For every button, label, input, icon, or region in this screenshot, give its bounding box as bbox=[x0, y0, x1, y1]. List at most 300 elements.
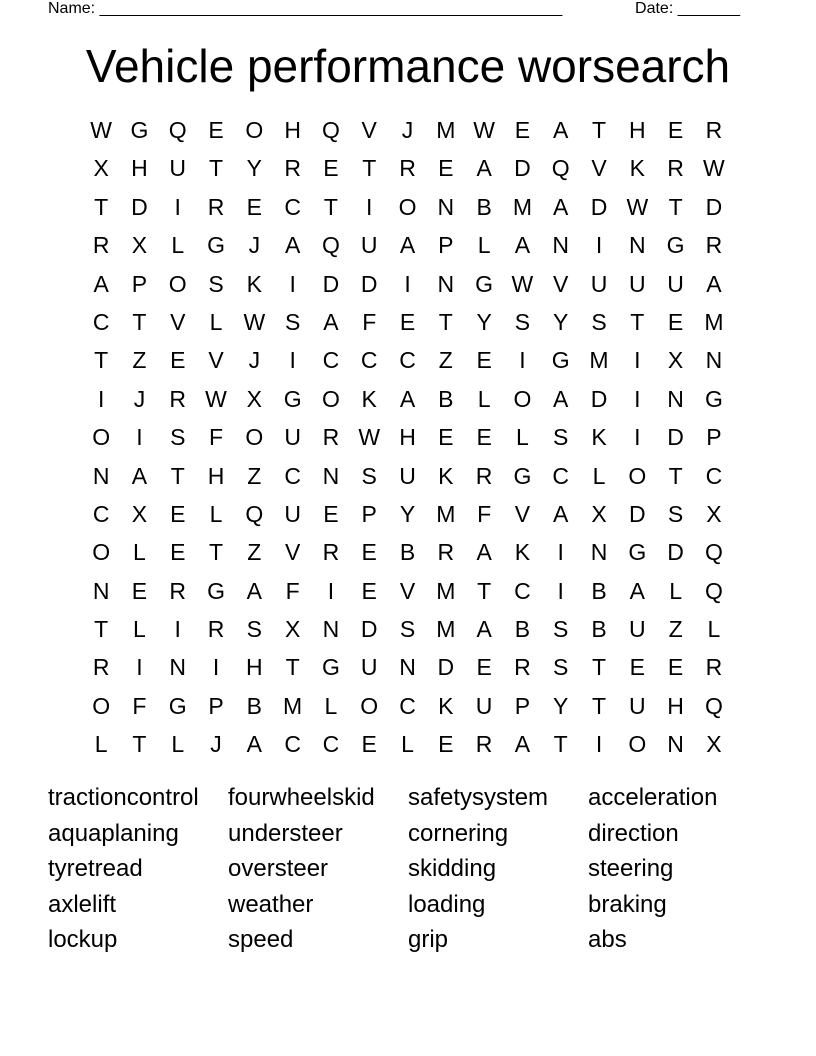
grid-cell: D bbox=[437, 654, 455, 681]
grid-cell: I bbox=[634, 385, 641, 412]
grid-cell: C bbox=[705, 462, 723, 489]
grid-cell: G bbox=[130, 117, 149, 143]
grid-cell: L bbox=[707, 616, 721, 643]
grid-cell: O bbox=[513, 385, 532, 412]
grid-cell: M bbox=[512, 193, 532, 220]
grid-cell: Q bbox=[321, 117, 340, 143]
grid-cell: P bbox=[706, 424, 722, 451]
grid-cell: L bbox=[209, 308, 223, 335]
page-title: Vehicle performance worsearch bbox=[85, 40, 731, 92]
grid-cell: O bbox=[245, 117, 264, 143]
grid-cell: U bbox=[628, 270, 646, 297]
grid-cell: N bbox=[552, 232, 570, 259]
grid-cell: H bbox=[667, 692, 684, 719]
grid-row bbox=[82, 610, 733, 648]
grid-cell: U bbox=[284, 424, 301, 451]
grid-cell: U bbox=[169, 155, 187, 182]
grid-cell: R bbox=[705, 232, 723, 259]
grid-cell: T bbox=[209, 539, 224, 566]
grid-cell: I bbox=[519, 347, 526, 374]
grid-cell: D bbox=[360, 270, 378, 297]
word-list-item: grip bbox=[408, 926, 449, 954]
grid-cell: I bbox=[634, 347, 641, 374]
grid-cell: I bbox=[595, 731, 603, 758]
grid-cell: K bbox=[629, 155, 645, 182]
grid-cell: R bbox=[322, 424, 340, 451]
grid-cell: W bbox=[243, 308, 266, 335]
grid-cell: J bbox=[248, 347, 261, 374]
grid-cell: R bbox=[92, 232, 110, 259]
grid-cell: M bbox=[589, 347, 609, 374]
grid-cell: P bbox=[131, 270, 148, 297]
grid-cell: D bbox=[322, 270, 340, 297]
grid-cell: I bbox=[327, 577, 335, 604]
grid-cell: U bbox=[590, 270, 608, 297]
grid-row bbox=[82, 648, 733, 686]
grid-cell: I bbox=[289, 270, 296, 297]
grid-cell: Y bbox=[246, 155, 262, 182]
grid-cell: T bbox=[477, 577, 492, 604]
grid-cell: I bbox=[557, 539, 564, 566]
word-list-item: cornering bbox=[408, 819, 509, 847]
grid-cell: S bbox=[399, 616, 416, 643]
grid-cell: I bbox=[174, 193, 181, 220]
word-list-item: weather bbox=[228, 890, 314, 918]
grid-cell: A bbox=[399, 385, 416, 412]
grid-cell: W bbox=[90, 117, 112, 143]
grid-cell: Z bbox=[438, 347, 453, 374]
grid-cell: N bbox=[322, 616, 340, 643]
grid-cell: F bbox=[477, 500, 492, 527]
grid-cell: I bbox=[174, 616, 181, 643]
grid-cell: K bbox=[361, 385, 377, 412]
grid-cell: G bbox=[207, 232, 225, 259]
grid-cell: F bbox=[132, 692, 147, 719]
grid-cell: E bbox=[438, 424, 454, 451]
grid-cell: S bbox=[170, 424, 186, 451]
grid-cell: T bbox=[591, 117, 607, 143]
grid-cell: O bbox=[321, 385, 340, 412]
grid-cell: C bbox=[322, 347, 340, 374]
grid-cell: E bbox=[170, 539, 186, 566]
grid-cell: S bbox=[667, 500, 684, 527]
grid-cell: I bbox=[557, 577, 564, 604]
grid-cell: G bbox=[207, 577, 225, 604]
grid-cell: E bbox=[399, 308, 416, 335]
grid-cell: R bbox=[475, 731, 493, 758]
grid-cell: L bbox=[516, 424, 529, 451]
grid-cell: E bbox=[170, 500, 186, 527]
grid-cell: Z bbox=[247, 539, 262, 566]
grid-cell: N bbox=[437, 270, 455, 297]
grid-cell: X bbox=[246, 385, 262, 412]
grid-cell: C bbox=[322, 731, 340, 758]
grid-cell: N bbox=[399, 654, 416, 681]
grid-cell: I bbox=[136, 654, 143, 681]
grid-cell: A bbox=[399, 232, 416, 259]
grid-cell: T bbox=[668, 462, 683, 489]
grid-cell: R bbox=[514, 654, 531, 681]
grid-cell: E bbox=[323, 155, 339, 182]
grid-row bbox=[82, 303, 733, 341]
grid-cell: S bbox=[553, 424, 569, 451]
grid-row bbox=[82, 226, 733, 264]
grid-cell: Q bbox=[168, 117, 187, 143]
grid-cell: E bbox=[438, 731, 454, 758]
grid-cell: B bbox=[591, 577, 607, 604]
grid-cell: S bbox=[361, 462, 377, 489]
grid-cell: Y bbox=[553, 692, 569, 719]
grid-cell: V bbox=[553, 270, 569, 297]
grid-cell: V bbox=[514, 500, 531, 527]
grid-cell: R bbox=[169, 577, 187, 604]
grid-cell: N bbox=[667, 731, 684, 758]
word-list-item: speed bbox=[228, 926, 294, 954]
grid-cell: I bbox=[595, 232, 603, 259]
grid-cell: W bbox=[205, 385, 227, 412]
grid-cell: S bbox=[553, 616, 569, 643]
name-field-label: Name: ____________________________________________________ bbox=[48, 0, 563, 17]
grid-cell: T bbox=[94, 347, 109, 374]
grid-cell: D bbox=[667, 424, 684, 451]
grid-cell: R bbox=[92, 654, 110, 681]
grid-cell: V bbox=[399, 577, 416, 604]
grid-cell: U bbox=[628, 616, 646, 643]
grid-cell: B bbox=[438, 385, 454, 412]
grid-cell: L bbox=[477, 232, 491, 259]
word-list-item: abs bbox=[588, 926, 627, 954]
grid-cell: C bbox=[284, 193, 301, 220]
grid-cell: C bbox=[399, 347, 416, 374]
grid-row bbox=[82, 457, 733, 495]
grid-cell: T bbox=[362, 155, 377, 182]
grid-cell: A bbox=[476, 155, 492, 182]
grid-cell: A bbox=[246, 577, 262, 604]
grid-cell: Q bbox=[704, 577, 723, 604]
grid-cell: T bbox=[630, 308, 645, 335]
grid-cell: Q bbox=[321, 232, 340, 259]
grid-cell: K bbox=[591, 424, 607, 451]
grid-cell: E bbox=[629, 654, 645, 681]
grid-cell: M bbox=[436, 616, 456, 643]
grid-cell: A bbox=[476, 539, 492, 566]
grid-cell: L bbox=[171, 731, 185, 758]
grid-cell: W bbox=[511, 270, 534, 297]
word-list-item: skidding bbox=[408, 855, 497, 883]
grid-cell: H bbox=[207, 462, 225, 489]
grid-cell: D bbox=[628, 500, 646, 527]
word-list-item: safetysystem bbox=[408, 784, 549, 811]
grid-cell: I bbox=[366, 193, 373, 220]
grid-cell: A bbox=[514, 232, 531, 259]
grid-cell: W bbox=[473, 117, 495, 143]
grid-cell: A bbox=[514, 731, 531, 758]
grid-cell: F bbox=[209, 424, 224, 451]
grid-cell: B bbox=[476, 193, 492, 220]
grid-cell: N bbox=[92, 577, 110, 604]
grid-cell: E bbox=[246, 193, 262, 220]
word-list-item: acceleration bbox=[588, 784, 718, 811]
grid-cell: C bbox=[399, 692, 416, 719]
grid-cell: V bbox=[591, 155, 607, 182]
grid-cell: I bbox=[97, 385, 105, 412]
word-list-item: direction bbox=[588, 819, 679, 847]
grid-cell: J bbox=[401, 117, 414, 143]
grid-cell: D bbox=[590, 385, 608, 412]
grid-cell: U bbox=[475, 692, 493, 719]
grid-cell: R bbox=[705, 117, 723, 143]
grid-cell: K bbox=[514, 539, 531, 566]
grid-cell: T bbox=[170, 462, 185, 489]
grid-cell: W bbox=[358, 424, 381, 451]
grid-cell: A bbox=[553, 117, 569, 143]
grid-cell: X bbox=[131, 500, 148, 527]
grid-cell: N bbox=[169, 654, 187, 681]
word-list-item: loading bbox=[408, 890, 486, 918]
grid-cell: O bbox=[245, 424, 264, 451]
grid-cell: Q bbox=[551, 155, 570, 182]
grid-cell: B bbox=[514, 616, 531, 643]
grid-row bbox=[82, 687, 733, 725]
grid-cell: T bbox=[591, 692, 607, 719]
grid-cell: U bbox=[360, 232, 378, 259]
grid-cell: K bbox=[246, 270, 262, 297]
grid-cell: S bbox=[591, 308, 607, 335]
grid-cell: L bbox=[94, 731, 108, 758]
grid-cell: Z bbox=[247, 462, 262, 489]
grid-cell: Y bbox=[399, 500, 416, 527]
grid-row bbox=[82, 341, 733, 379]
grid-cell: L bbox=[171, 232, 185, 259]
grid-cell: I bbox=[289, 347, 296, 374]
grid-cell: A bbox=[476, 616, 492, 643]
grid-cell: J bbox=[248, 232, 261, 259]
grid-row bbox=[82, 188, 733, 226]
grid-cell: T bbox=[323, 193, 338, 220]
grid-cell: L bbox=[209, 500, 223, 527]
grid-cell: G bbox=[475, 270, 494, 297]
grid-cell: X bbox=[706, 500, 722, 527]
word-list-item: understeer bbox=[228, 819, 343, 847]
grid-cell: W bbox=[626, 193, 649, 220]
grid-cell: U bbox=[284, 500, 301, 527]
grid-cell: N bbox=[322, 462, 340, 489]
grid-cell: M bbox=[283, 692, 303, 719]
grid-cell: R bbox=[705, 654, 723, 681]
grid-cell: T bbox=[209, 155, 224, 182]
grid-cell: C bbox=[514, 577, 531, 604]
grid-cell: L bbox=[133, 616, 146, 643]
grid-cell: E bbox=[361, 577, 377, 604]
word-list-item: braking bbox=[588, 890, 667, 918]
grid-cell: G bbox=[666, 232, 685, 259]
grid-cell: N bbox=[705, 347, 723, 374]
grid-cell: Q bbox=[704, 692, 723, 719]
grid-cell: P bbox=[514, 692, 531, 719]
grid-cell: C bbox=[360, 347, 378, 374]
grid-cell: S bbox=[208, 270, 224, 297]
grid-cell: O bbox=[168, 270, 187, 297]
grid-cell: C bbox=[284, 462, 301, 489]
grid-cell: E bbox=[476, 654, 492, 681]
grid-row bbox=[82, 533, 733, 571]
grid-cell: T bbox=[553, 731, 568, 758]
grid-cell: I bbox=[136, 424, 143, 451]
grid-cell: H bbox=[246, 654, 263, 681]
grid-cell: C bbox=[92, 308, 110, 335]
letter-grid bbox=[82, 111, 733, 764]
word-list-item: oversteer bbox=[228, 855, 329, 883]
grid-cell: R bbox=[322, 539, 340, 566]
grid-cell: P bbox=[208, 692, 224, 719]
grid-cell: R bbox=[437, 539, 455, 566]
grid-cell: E bbox=[361, 539, 377, 566]
grid-cell: O bbox=[92, 424, 111, 451]
grid-cell: P bbox=[438, 232, 454, 259]
grid-cell: S bbox=[284, 308, 301, 335]
grid-cell: B bbox=[399, 539, 416, 566]
grid-cell: C bbox=[92, 500, 110, 527]
grid-cell: H bbox=[628, 117, 646, 143]
word-list-item: tractioncontrol bbox=[48, 784, 199, 811]
grid-cell: A bbox=[93, 270, 109, 297]
grid-cell: T bbox=[591, 654, 607, 681]
grid-cell: Z bbox=[132, 347, 147, 374]
grid-cell: M bbox=[704, 308, 724, 335]
grid-cell: G bbox=[283, 385, 302, 412]
grid-cell: A bbox=[553, 193, 569, 220]
grid-cell: N bbox=[628, 232, 646, 259]
grid-cell: A bbox=[629, 577, 645, 604]
grid-cell: G bbox=[551, 347, 570, 374]
grid-cell: O bbox=[92, 692, 111, 719]
grid-cell: S bbox=[246, 616, 262, 643]
grid-cell: D bbox=[360, 616, 378, 643]
grid-cell: I bbox=[634, 424, 641, 451]
grid-cell: R bbox=[475, 462, 493, 489]
grid-cell: E bbox=[667, 308, 684, 335]
grid-cell: T bbox=[94, 193, 109, 220]
grid-cell: E bbox=[476, 347, 492, 374]
grid-cell: Q bbox=[704, 539, 723, 566]
grid-cell: R bbox=[207, 616, 225, 643]
grid-cell: E bbox=[476, 424, 492, 451]
grid-cell: A bbox=[553, 385, 569, 412]
word-list-item: fourwheelskid bbox=[228, 784, 375, 811]
grid-cell: L bbox=[669, 577, 682, 604]
grid-cell: T bbox=[132, 308, 147, 335]
grid-cell: R bbox=[399, 155, 416, 182]
grid-cell: S bbox=[553, 654, 569, 681]
grid-cell: X bbox=[131, 232, 148, 259]
grid-cell: N bbox=[437, 193, 455, 220]
word-list-item: tyretread bbox=[48, 855, 143, 883]
grid-cell: V bbox=[208, 347, 224, 374]
grid-row bbox=[82, 111, 733, 149]
grid-cell: A bbox=[131, 462, 148, 489]
grid-cell: J bbox=[133, 385, 146, 412]
grid-cell: T bbox=[285, 654, 300, 681]
grid-cell: L bbox=[133, 539, 146, 566]
grid-cell: E bbox=[208, 117, 224, 143]
grid-cell: X bbox=[93, 155, 109, 182]
grid-cell: V bbox=[170, 308, 186, 335]
grid-cell: A bbox=[323, 308, 339, 335]
grid-cell: X bbox=[284, 616, 301, 643]
grid-cell: X bbox=[706, 731, 722, 758]
grid-cell: T bbox=[438, 308, 453, 335]
grid-cell: F bbox=[285, 577, 300, 604]
grid-cell: L bbox=[592, 462, 606, 489]
grid-cell: O bbox=[628, 731, 647, 758]
grid-cell: L bbox=[401, 731, 414, 758]
grid-row bbox=[82, 265, 733, 303]
grid-cell: E bbox=[361, 731, 377, 758]
grid-cell: H bbox=[399, 424, 416, 451]
grid-cell: B bbox=[591, 616, 607, 643]
grid-cell: E bbox=[438, 155, 454, 182]
grid-cell: S bbox=[514, 308, 531, 335]
grid-cell: D bbox=[667, 539, 684, 566]
grid-cell: W bbox=[703, 155, 725, 182]
grid-cell: G bbox=[513, 462, 532, 489]
grid-cell: D bbox=[514, 155, 531, 182]
grid-cell: I bbox=[404, 270, 411, 297]
grid-cell: I bbox=[212, 654, 220, 681]
grid-cell: Y bbox=[553, 308, 569, 335]
grid-cell: A bbox=[284, 232, 301, 259]
grid-cell: G bbox=[628, 539, 647, 566]
grid-cell: P bbox=[361, 500, 377, 527]
word-list-item: axlelift bbox=[48, 890, 117, 918]
grid-cell: T bbox=[94, 616, 109, 643]
grid-cell: E bbox=[667, 654, 684, 681]
grid-cell: O bbox=[628, 462, 647, 489]
grid-cell: X bbox=[591, 500, 607, 527]
grid-cell: L bbox=[477, 385, 491, 412]
grid-cell: M bbox=[436, 577, 456, 604]
grid-cell: T bbox=[668, 193, 683, 220]
word-list bbox=[48, 780, 768, 958]
grid-cell: K bbox=[438, 692, 454, 719]
grid-cell: M bbox=[436, 500, 456, 527]
grid-cell: U bbox=[628, 692, 646, 719]
grid-cell: D bbox=[590, 193, 608, 220]
grid-cell: N bbox=[590, 539, 608, 566]
grid-cell: N bbox=[667, 385, 684, 412]
grid-cell: O bbox=[398, 193, 417, 220]
grid-cell: L bbox=[324, 692, 338, 719]
grid-cell: V bbox=[284, 539, 301, 566]
word-list-item: steering bbox=[588, 855, 674, 883]
grid-cell: A bbox=[553, 500, 569, 527]
grid-cell: J bbox=[210, 731, 222, 758]
grid-cell: U bbox=[360, 654, 378, 681]
grid-row bbox=[82, 418, 733, 456]
grid-cell: G bbox=[321, 654, 340, 681]
word-list-item: aquaplaning bbox=[48, 819, 179, 847]
grid-cell: D bbox=[131, 193, 148, 220]
grid-cell: V bbox=[361, 117, 377, 143]
grid-cell: M bbox=[436, 117, 456, 143]
grid-cell: E bbox=[323, 500, 339, 527]
grid-row bbox=[82, 725, 733, 763]
grid-cell: R bbox=[284, 155, 301, 182]
grid-cell: H bbox=[284, 117, 301, 143]
grid-cell: T bbox=[132, 731, 147, 758]
grid-row bbox=[82, 495, 733, 533]
grid-cell: A bbox=[246, 731, 262, 758]
